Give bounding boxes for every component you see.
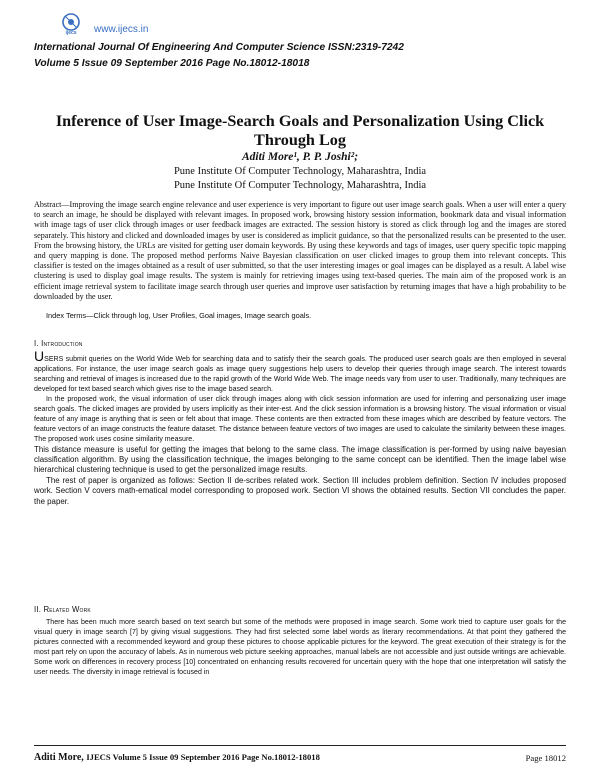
- footer-author: Aditi More,: [34, 752, 84, 763]
- related-work-body: [34, 618, 566, 678]
- logo-text: ijecs: [65, 30, 77, 36]
- journal-logo: [56, 12, 86, 40]
- author-affiliation-2: Pune Institute Of Computer Technology, Maharashtra, India: [173, 180, 427, 191]
- journal-volume-line: Volume 5 Issue 09 September 2016 Page No.18012-18018: [34, 58, 310, 69]
- intro-paragraph-4: The rest of paper is organized as follows: Section II de-scribes related work. Section III includes problem definition. Section IV includes proposed work. Section V covers math-ematical model corresponding to proposed work. Section VI shows the obtained results. Section VII concludes the paper. the paper.: [34, 475, 566, 506]
- abstract: Abstract—Improving the image search engine relevance and user experience is very important to figure out user image search goals. When a user will enter a query to search an image, he should be displayed with relevant images. In proposed work, browsing history session information, bookmark data and visual information with image tags of user click through images or user feedback images are extracted. The session history is stored as click through log and the images are stored separately. This history and clicked and downloaded images by user is considered as implicit guidance, so that the personalized results can be presented to the user. From the browsing history, the URLs are visited for getting user domain keywords. By using these keywords and tags of images, user query specific topic mapping and query mapping is done. The proposed method performs Naive Bayesian classification on user clicked images to group them into relevant concepts. This classifier is tested on the images obtained as a result of user submitted, so that the user interesting images or goal images can be displayed as a result. A label wise clustering is used to display goal image results. The system is mainly for retrieving images using text-based queries. The main aim of the proposed work is an efficient image retrieval system to facilitate image search through user queries and improve user satisfaction by returning images that have a high probability to be downloaded by the user.: [34, 200, 566, 301]
- journal-info: [34, 40, 574, 72]
- footer-citation: [34, 752, 320, 763]
- drop-cap: U: [34, 348, 45, 364]
- paper-title: Inference of User Image-Search Goals and Personalization Using Click Through Log: [55, 112, 545, 149]
- intro-paragraph-1-text: SERS submit queries on the World Wide Web for searching data and to satisfy their the search goals. The produced user search goals are then employed in several applications. For instance, the user image search goals as image query suggestions help users to develop their queries through image search. The interest towards searching and retrieval of images is increased due to the rapid growth of the World Wide Web. The image needs vary from user to user. Traditionally, many techniques are developed for text based search which gives rise to the image based search.: [34, 356, 566, 393]
- journal-url-link[interactable]: www.ijecs.in: [94, 24, 149, 35]
- journal-title-line: International Journal Of Engineering And Computer Science ISSN:2319-7242: [34, 42, 404, 53]
- author-affiliation-1: Pune Institute Of Computer Technology, Maharashtra, India: [173, 166, 427, 177]
- footer-divider: [34, 745, 566, 746]
- page-number: Page 18012: [525, 753, 566, 763]
- section-heading-introduction: I. Introduction: [34, 339, 83, 348]
- footer-journal-citation: IJECS Volume 5 Issue 09 September 2016 Page No.18012-18018: [86, 752, 320, 762]
- intro-paragraph-1: [34, 348, 566, 395]
- intro-paragraph-3: This distance measure is useful for getting the images that belong to the same class. The image classification is per-formed by using naive bayesian classification algorithm. By using the classification technique, the images belonging to the same concept can be identified. Then the image label wise hierarchical clustering technique is used to get the personalized image results.: [34, 444, 566, 475]
- introduction-body: [34, 348, 566, 507]
- section-heading-related-work: II. Related Work: [34, 605, 91, 614]
- paper-authors: Aditi More¹, P. P. Joshi²;: [241, 151, 359, 163]
- related-paragraph-1: There has been much more search based on text search but some of the methods were proposed in image search. Some work tried to capture user goals for the visual query in image search [7] by giving visual suggestions. They had first selected some label words as literary recommendations. At that point they gathered the pictures connected with a recommended keyword and group these pictures to choose applicable pictures for the keyword. The great execution of their strategy is for the most part rely on upon the accuracy of labels. As in numerous web picture seeking approaches, manual labels are not accessible and just outside writings are achievable. Some work on differences in recovery process [10] concentrated on enhancing results recovered for uncertain query with the hope that one interpretation will satisfy the user needs. The diversity in image retrieval is focused in: [34, 619, 566, 676]
- index-terms: Index Terms—Click through log, User Profiles, Goal images, Image search goals.: [46, 311, 312, 320]
- intro-paragraph-2: In the proposed work, the visual information of user click through images along with click session information are used for inferring and personalizing user image search goals. The clicked images are provided by users implicitly as their inter-est. And the click session information is a browsing history. The visual information or visual feature of any image is anything that is seen or felt about that image. These contents are then extracted from these images which are described by feature vectors. The feature vectors of an image constructs the feature dataset. The distance between feature vectors of two images are used to calculate the similarity between these images. The proposed work uses cosine similarity measure.: [34, 395, 566, 443]
